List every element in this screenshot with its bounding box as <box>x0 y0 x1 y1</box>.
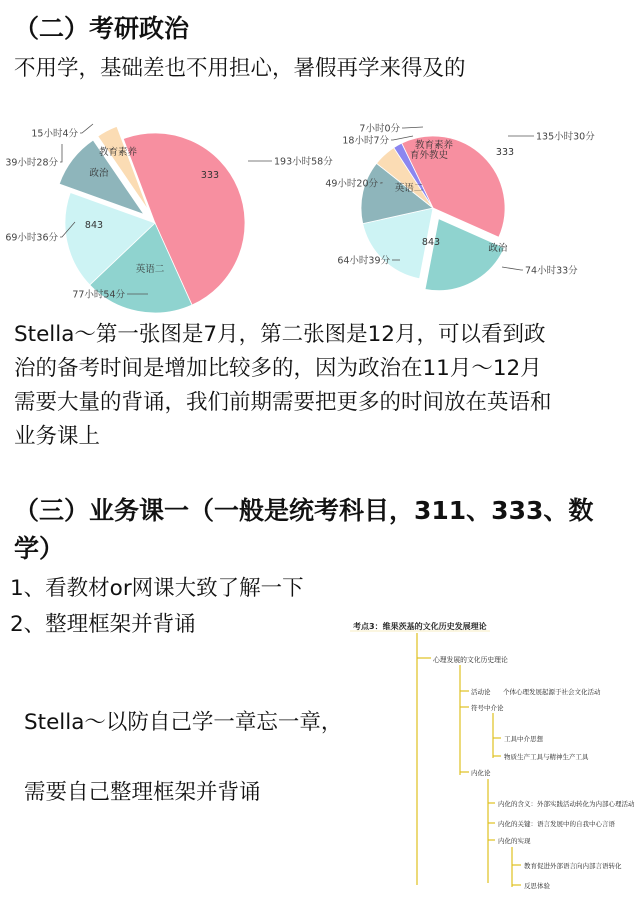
mm-neihua-child-2: 内化的关键：语言发展中的自我中心言语 <box>498 820 615 828</box>
pie-2-value-label-2: 64小时39分 <box>337 255 390 267</box>
pie-1-slice-label-1: 英语二 <box>135 264 165 275</box>
pie-1-value-label-0: 193小时58分 <box>274 156 333 168</box>
pie-1-value-label-1: 77小时54分 <box>72 289 125 301</box>
pie-2-leader-line-1 <box>502 267 523 270</box>
pie-2-slice-label-5: 育外教史 <box>409 150 449 161</box>
section-3-heading-line-2: 学） <box>14 534 65 563</box>
pie-chart-december <box>320 110 640 310</box>
pie-2-slice-label-3: 英语二 <box>394 183 424 194</box>
pie-1-leader-line-4 <box>80 124 93 133</box>
mm-root: 心理发展的文化历史理论 <box>433 656 508 664</box>
mm-neihua: 内化论 <box>471 769 491 777</box>
step-1: 1、看教材or网课大致了解一下 <box>10 576 304 601</box>
pie-2-value-label-5: 7小时0分 <box>359 123 400 135</box>
mm-fuhao-child-2: 物质生产工具与精神生产工具 <box>504 753 589 761</box>
pie-1-slice-label-0: 333 <box>200 170 220 181</box>
paragraph-line-3: 需要大量的背诵，我们前期需要把更多的时间放在英语和 <box>14 390 552 415</box>
section-2-subtitle: 不用学，基础差也不用担心，暑假再学来得及的 <box>14 56 466 81</box>
mm-impl-child-1: 教育促进外部语言向内部言语转化 <box>524 862 622 870</box>
mm-impl-child-2: 反思体验 <box>524 882 550 890</box>
pie-1-slice-label-4: 教育素养 <box>98 147 138 158</box>
stella-note-2: 需要自己整理框架并背诵 <box>24 780 261 805</box>
pie-2-slice-label-2: 843 <box>421 237 441 248</box>
mm-title: 考点3：维果茨基的文化历史发展理论 <box>353 622 487 631</box>
paragraph-line-1: Stella～第一张图是7月，第二张图是12月，可以看到政 <box>14 322 546 347</box>
pie-1-slice-label-2: 843 <box>84 220 104 231</box>
pie-2-value-label-1: 74小时33分 <box>525 265 578 277</box>
mm-fuhao: 符号中介论 <box>471 704 504 712</box>
pie-2-value-label-0: 135小时30分 <box>536 131 595 143</box>
mm-huodong: 活动论 <box>471 688 491 696</box>
pie-1-value-label-3: 39小时28分 <box>5 157 58 169</box>
pie-2-slice-label-4: 教育素养 <box>414 140 454 151</box>
pie-1-slice-label-3: 政治 <box>89 168 109 179</box>
mm-neihua-child-1: 内化的含义：外部实践活动转化为内部心理活动 <box>498 800 635 808</box>
stella-note-1: Stella～以防自己学一章忘一章， <box>24 710 343 735</box>
pie-1-leader-line-3 <box>60 144 62 162</box>
pie-chart-july <box>0 110 333 310</box>
pie-2-slice-label-0: 333 <box>495 147 515 158</box>
pie-2-value-label-4: 18小时7分 <box>342 135 389 147</box>
section-3-heading-line-1: （三）业务课一（一般是统考科目，311、333、数 <box>14 496 594 525</box>
mm-fuhao-child-1: 工具中介思想 <box>504 735 543 743</box>
pie-2-slice-label-1: 政治 <box>488 243 508 254</box>
section-2-heading: （二）考研政治 <box>14 14 190 43</box>
step-2: 2、整理框架并背诵 <box>10 612 196 637</box>
paragraph-line-2: 治的备考时间是增加比较多的，因为政治在11月～12月 <box>14 356 542 381</box>
mm-huodong-child: 个体心理发展起源于社会文化活动 <box>503 688 601 696</box>
pie-2-leader-line-5 <box>402 127 423 128</box>
mind-map <box>345 615 635 900</box>
pie-2-value-label-3: 49小时20分 <box>325 178 378 190</box>
pie-2-leader-line-4 <box>391 136 413 140</box>
paragraph-line-4: 业务课上 <box>14 424 101 449</box>
pie-1-value-label-4: 15小时4分 <box>31 128 78 140</box>
mm-neihua-child-3: 内化的实现 <box>498 837 531 845</box>
pie-1-value-label-2: 69小时36分 <box>5 232 58 244</box>
